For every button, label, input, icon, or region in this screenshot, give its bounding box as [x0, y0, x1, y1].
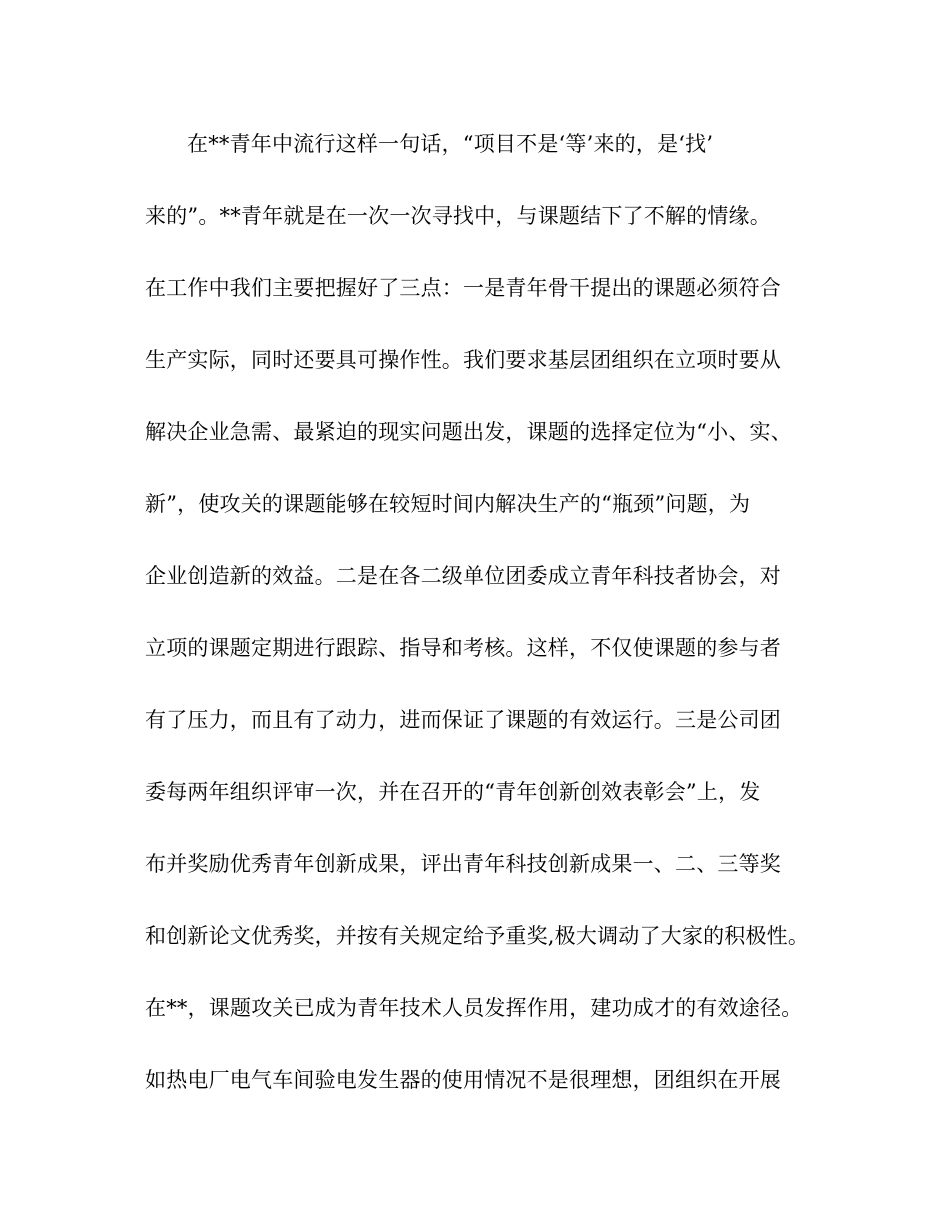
- paragraph-line: 来的”。**青年就是在一次一次寻找中，与课题结下了不解的情缘。: [145, 204, 771, 228]
- paragraph-line: 在**，课题攻关已成为青年技术人员发挥作用，建功成才的有效途径。: [145, 996, 803, 1020]
- paragraph-line: 布并奖励优秀青年创新成果，评出青年科技创新成果一、二、三等奖: [145, 852, 781, 876]
- paragraph-line: 在工作中我们主要把握好了三点：一是青年骨干提出的课题必须符合: [145, 276, 781, 300]
- paragraph-line: 新”，使攻关的课题能够在较短时间内解决生产的“瓶颈”问题，为: [145, 492, 751, 516]
- paragraph-line: 在**青年中流行这样一句话，“项目不是‘等’来的，是‘找’: [187, 132, 714, 156]
- paragraph-line: 委每两年组织评审一次，并在召开的“青年创新创效表彰会”上，发: [145, 780, 761, 804]
- paragraph-line: 企业创造新的效益。二是在各二级单位团委成立青年科技者协会，对: [145, 564, 781, 588]
- paragraph-line: 生产实际，同时还要具可操作性。我们要求基层团组织在立项时要从: [145, 348, 781, 372]
- paragraph-line: 解决企业急需、最紧迫的现实问题出发，课题的选择定位为“小、实、: [145, 420, 792, 444]
- paragraph-line: 和创新论文优秀奖，并按有关规定给予重奖,极大调动了大家的积极性。: [145, 924, 810, 948]
- paragraph-line: 立项的课题定期进行跟踪、指导和考核。这样，不仅使课题的参与者: [145, 636, 781, 660]
- paragraph-line: 有了压力，而且有了动力，进而保证了课题的有效运行。三是公司团: [145, 708, 781, 732]
- paragraph-line: 如热电厂电气车间验电发生器的使用情况不是很理想，团组织在开展: [145, 1068, 781, 1092]
